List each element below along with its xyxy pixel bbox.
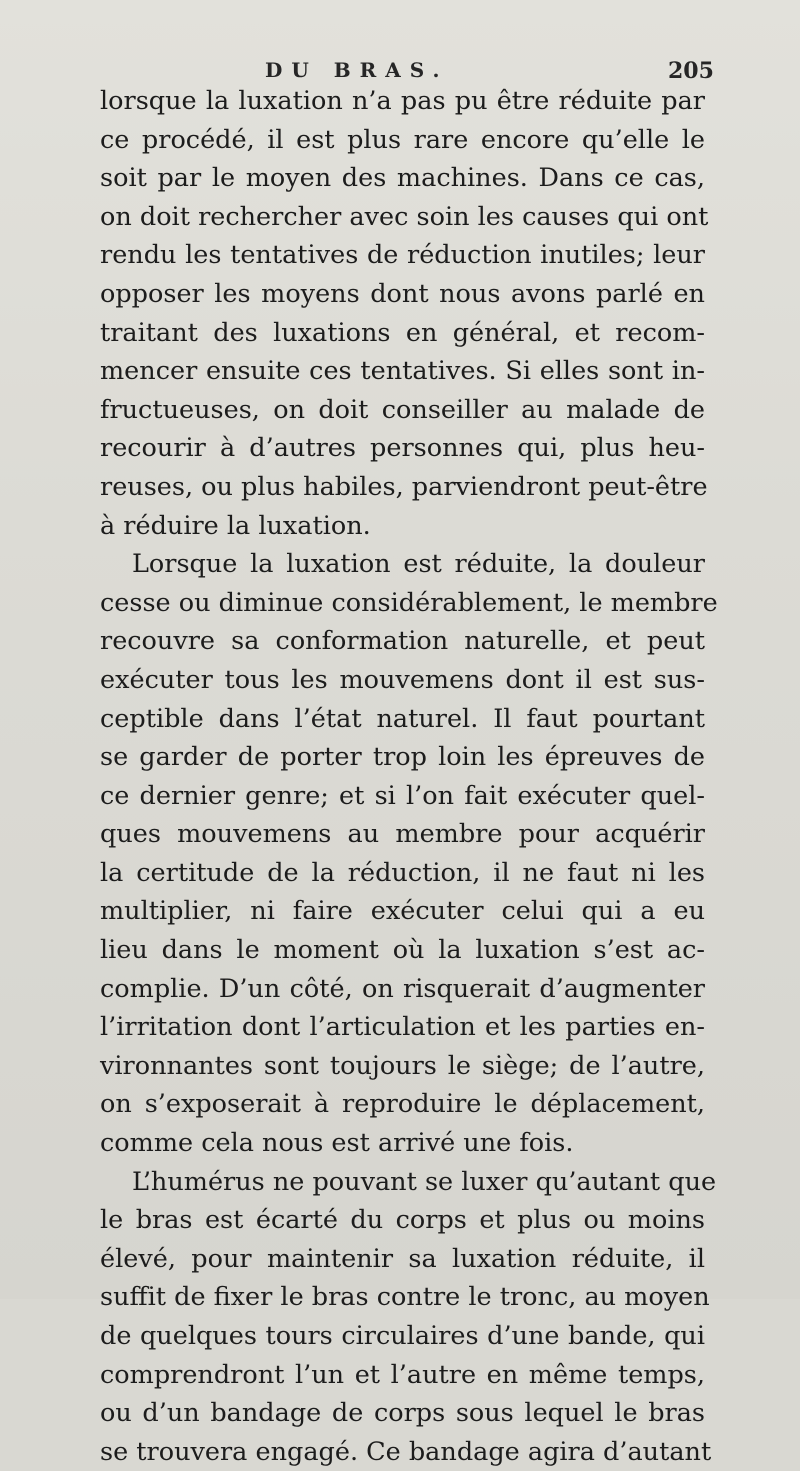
text-line: soit par le moyen des machines. Dans ce cas, bbox=[100, 163, 705, 194]
text-line: lieu dans le moment où la luxation s’est ac- bbox=[100, 935, 705, 966]
text-line: ou d’un bandage de corps sous lequel le bras bbox=[100, 1398, 705, 1429]
running-head: DU BRAS. bbox=[265, 58, 449, 82]
text-line: la certitude de la réduction, il ne faut ni les bbox=[100, 857, 705, 888]
text-line: mencer ensuite ces tentatives. Si elles sont in- bbox=[100, 356, 705, 387]
text-line: ques mouvemens au membre pour acquérir bbox=[100, 819, 705, 850]
body-text bbox=[100, 82, 718, 1471]
text-line: lorsque la luxation n’a pas pu être réduite par bbox=[100, 86, 705, 116]
text-line: se garder de porter trop loin les épreuves de bbox=[100, 742, 705, 773]
text-line: recouvre sa conformation naturelle, et peut bbox=[100, 626, 705, 657]
text-line: vironnantes sont toujours le siège; de l’autre, bbox=[100, 1050, 705, 1081]
text-line: se trouvera engagé. Ce bandage agira d’autant bbox=[100, 1436, 712, 1467]
text-line: opposer les moyens dont nous avons parlé en bbox=[100, 278, 705, 309]
text-line: ceptible dans l’état naturel. Il faut pourtant bbox=[100, 703, 705, 734]
text-line: reuses, ou plus habiles, parviendront peut-être bbox=[100, 471, 708, 502]
text-line: on doit rechercher avec soin les causes qui ont bbox=[100, 201, 709, 232]
text-line: rendu les tentatives de réduction inutiles; leur bbox=[100, 240, 705, 271]
text-line: L’humérus ne pouvant se luxer qu’autant que bbox=[132, 1166, 717, 1197]
page-number: 205 bbox=[668, 58, 714, 84]
text-line: on s’exposerait à reproduire le déplacement, bbox=[100, 1089, 705, 1120]
text-line: l’irritation dont l’articulation et les parties en- bbox=[100, 1012, 705, 1043]
text-line: complie. D’un côté, on risquerait d’augmenter bbox=[100, 973, 705, 1004]
text-line: recourir à d’autres personnes qui, plus heu- bbox=[100, 433, 705, 464]
text-line: exécuter tous les mouvemens dont il est sus- bbox=[100, 664, 705, 695]
text-line: fructueuses, on doit conseiller au malade de bbox=[100, 394, 705, 425]
text-line: à réduire la luxation. bbox=[100, 510, 371, 541]
text-line: de quelques tours circulaires d’une bande, qui bbox=[100, 1321, 705, 1351]
text-line: le bras est écarté du corps et plus ou moins bbox=[100, 1205, 705, 1236]
text-line: ce dernier genre; et si l’on fait exécuter quel- bbox=[100, 780, 705, 811]
text-line: cesse ou diminue considérablement, le membre bbox=[100, 587, 718, 618]
text-line: comprendront l’un et l’autre en même temps, bbox=[100, 1359, 705, 1390]
text-line: traitant des luxations en général, et recom- bbox=[100, 317, 705, 348]
text-line: multiplier, ni faire exécuter celui qui a eu bbox=[100, 896, 705, 927]
text-line: comme cela nous est arrivé une fois. bbox=[100, 1128, 574, 1159]
text-line: suffit de fixer le bras contre le tronc, au moyen bbox=[100, 1282, 710, 1313]
text-line: Lorsque la luxation est réduite, la douleur bbox=[132, 549, 705, 580]
text-line: élevé, pour maintenir sa luxation réduite, il bbox=[100, 1243, 705, 1274]
text-line: ce procédé, il est plus rare encore qu’elle le bbox=[100, 124, 705, 155]
